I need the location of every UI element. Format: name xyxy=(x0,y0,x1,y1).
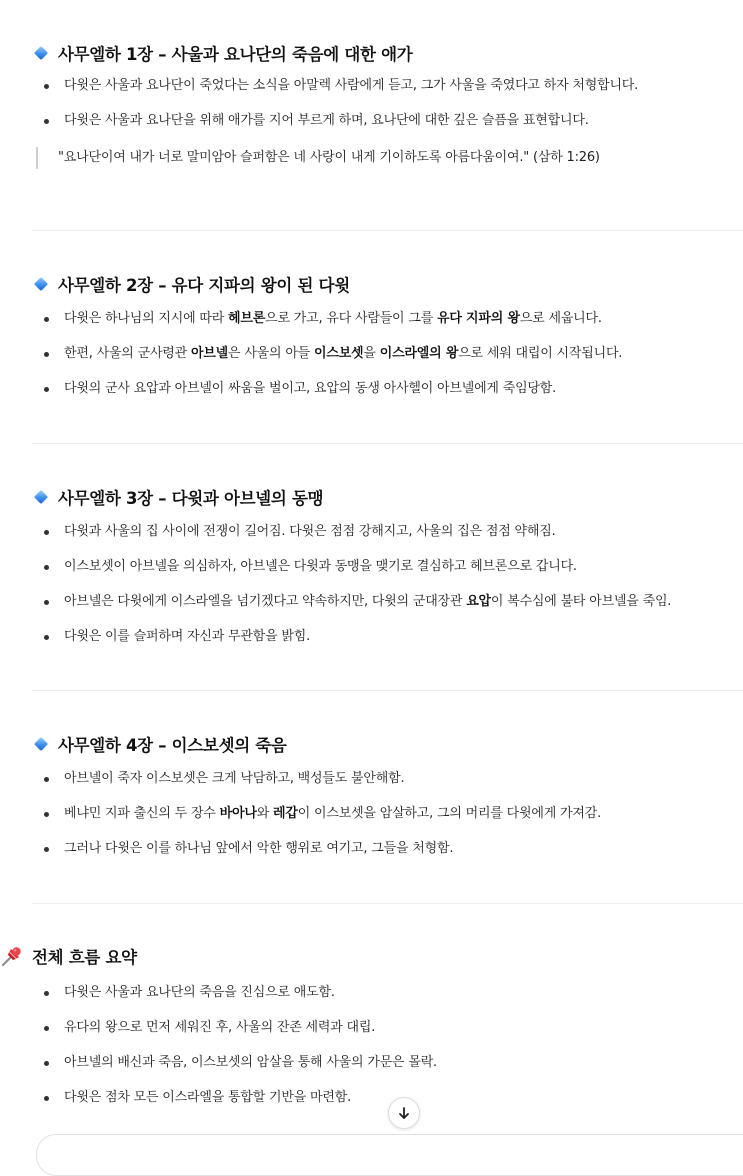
list-item xyxy=(32,522,671,542)
blockquote: "요나단이여 내가 너로 말미암아 슬퍼함은 네 사랑이 내게 기이하도록 아름다움이여." (삼하 1:26) xyxy=(36,147,638,169)
bold-text: 헤브론 xyxy=(228,311,266,326)
text-segment: 으로 세워 대립이 시작됩니다. xyxy=(458,346,623,361)
section-title: 사무엘하 3장 – 다윗과 아브넬의 동맹 xyxy=(58,489,324,508)
text-segment: 아브넬이 죽자 이스보셋은 크게 낙담하고, 백성들도 불안해함. xyxy=(64,771,405,786)
text-segment: 이 이스보셋을 암살하고, 그의 머리를 다윗에게 가져감. xyxy=(297,806,602,821)
section-3 xyxy=(0,484,681,647)
section-heading xyxy=(32,731,601,757)
section-heading xyxy=(32,40,638,66)
bold-text: 바아나 xyxy=(219,806,257,821)
divider xyxy=(32,903,743,904)
text-segment: 다윗은 이를 슬퍼하며 자신과 무관함을 밝힘. xyxy=(64,629,311,644)
message-composer[interactable] xyxy=(36,1134,743,1176)
list-item xyxy=(32,379,622,399)
text-segment: 그러나 다윗은 이를 하나님 앞에서 악한 행위로 여기고, 그들을 처형함. xyxy=(64,841,454,856)
text-segment: 이스보셋이 아브넬을 의심하자, 아브넬은 다윗과 동맹을 맺기로 결심하고 헤브론으로 갑니다. xyxy=(64,559,577,574)
list-item xyxy=(32,557,671,577)
text-segment: 한편, 사울의 군사령관 xyxy=(64,346,191,361)
list-item xyxy=(32,592,671,612)
list-item xyxy=(32,76,638,96)
bold-text: 아브넬 xyxy=(190,346,229,361)
blue-diamond-icon xyxy=(32,488,50,506)
list-item xyxy=(32,839,601,859)
text-segment: 은 사울의 아들 xyxy=(228,346,314,361)
list-item: 아브넬의 배신과 죽음, 이스보셋의 암살을 통해 사울의 가문은 몰락. xyxy=(32,1053,437,1073)
section-title: 사무엘하 4장 – 이스보셋의 죽음 xyxy=(58,736,287,755)
bullet-list xyxy=(32,769,601,859)
bullet-list xyxy=(32,522,671,647)
section-4 xyxy=(0,731,611,859)
section-heading xyxy=(32,943,437,969)
bullet-list xyxy=(32,309,622,399)
list-item: 유다의 왕으로 먼저 세워진 후, 사울의 잔존 세력과 대립. xyxy=(32,1018,437,1038)
blue-diamond-icon xyxy=(32,275,50,293)
text-segment: 와 xyxy=(256,806,273,821)
bold-text: 레갑 xyxy=(272,806,298,821)
text-segment: 이 복수심에 불타 아브넬을 죽임. xyxy=(490,594,672,609)
section-title: 사무엘하 2장 – 유다 지파의 왕이 된 다윗 xyxy=(58,276,350,295)
bold-text: 요압 xyxy=(466,594,491,609)
summary-section xyxy=(0,943,447,1108)
text-segment: 다윗의 군사 요압과 아브넬이 싸움을 벌이고, 요압의 동생 아사헬이 아브넬에게 죽임당함. xyxy=(64,381,557,396)
divider xyxy=(32,230,743,231)
list-item xyxy=(32,804,601,824)
blue-diamond-icon xyxy=(32,735,50,753)
text-segment: 베냐민 지파 출신의 두 장수 xyxy=(64,806,220,821)
text-segment: 다윗은 사울과 요나단이 죽었다는 소식을 아말렉 사람에게 듣고, 그가 사울을 죽였다고 하자 처형합니다. xyxy=(64,78,639,93)
text-segment: 다윗은 하나님의 지시에 따라 xyxy=(64,311,229,326)
scroll-to-bottom-button[interactable] xyxy=(388,1097,420,1129)
text-segment: 으로 세웁니다. xyxy=(519,311,602,326)
bullet-list xyxy=(32,983,437,1108)
section-heading xyxy=(32,484,671,510)
pushpin-icon xyxy=(0,944,24,968)
text-segment: 을 xyxy=(363,346,380,361)
section-title: 전체 흐름 요약 xyxy=(32,948,137,967)
arrow-down-icon xyxy=(397,1106,411,1120)
list-item: 다윗은 점차 모든 이스라엘을 통합할 기반을 마련함. xyxy=(32,1088,437,1108)
list-item xyxy=(32,344,622,364)
list-item xyxy=(32,111,638,131)
bold-text: 이스보셋 xyxy=(313,346,364,361)
list-item: 다윗은 사울과 요나단의 죽음을 진심으로 애도함. xyxy=(32,983,437,1003)
list-item xyxy=(32,769,601,789)
divider xyxy=(32,443,743,444)
section-1 xyxy=(0,40,648,169)
bullet-list xyxy=(32,76,638,131)
bold-text: 유다 지파의 왕 xyxy=(437,311,520,326)
list-item xyxy=(32,309,622,329)
blue-diamond-icon xyxy=(32,44,50,62)
bold-text: 이스라엘의 왕 xyxy=(379,346,459,361)
text-segment: 다윗과 사울의 집 사이에 전쟁이 길어짐. 다윗은 점점 강해지고, 사울의 집은 점점 약해짐. xyxy=(64,524,556,539)
divider xyxy=(32,690,743,691)
text-segment: 다윗은 사울과 요나단을 위해 애가를 지어 부르게 하며, 요나단에 대한 깊은 슬픔을 표현합니다. xyxy=(64,113,589,128)
list-item xyxy=(32,627,671,647)
text-segment: 으로 가고, 유다 사람들이 그를 xyxy=(265,311,437,326)
section-title: 사무엘하 1장 – 사울과 요나단의 죽음에 대한 애가 xyxy=(58,45,413,64)
section-heading xyxy=(32,271,622,297)
section-2 xyxy=(0,271,632,399)
text-segment: 아브넬은 다윗에게 이스라엘을 넘기겠다고 약속하지만, 다윗의 군대장관 xyxy=(64,594,467,609)
